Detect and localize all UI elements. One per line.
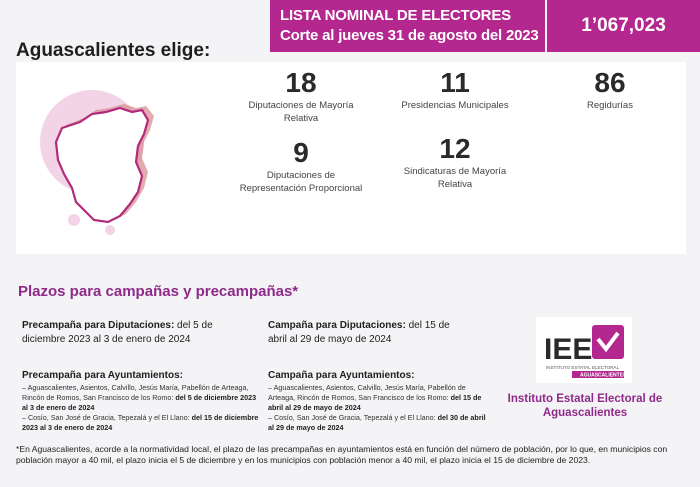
stat-label-line-1: Diputaciones de Mayoría bbox=[248, 100, 354, 111]
precampana-ayuntamientos-group-2 bbox=[22, 413, 262, 433]
aguascalientes-map-illustration bbox=[24, 80, 174, 240]
group-2-municipios: – Cosío, San José de Gracia, Tepezalá y el El Llano: bbox=[268, 413, 438, 422]
stat-label-line-2: Representación Proporcional bbox=[239, 183, 363, 194]
map-dot-small bbox=[105, 225, 115, 235]
campana-diputaciones-label: Campaña para Diputaciones: bbox=[268, 320, 406, 331]
header-total-box bbox=[547, 0, 700, 52]
group-2-municipios: – Cosío, San José de Gracia, Tepezalá y el El Llano: bbox=[22, 413, 192, 422]
campana-ayuntamientos-group-2 bbox=[268, 413, 493, 433]
plazos-title: Plazos para campañas y precampañas* bbox=[18, 283, 299, 300]
stat-label bbox=[380, 99, 530, 112]
group-2-dates: del 15 de diciembre 2023 al 3 de enero de 2024 bbox=[22, 413, 259, 432]
stat-number: 86 bbox=[594, 67, 626, 98]
stat-label-line-2: Relativa bbox=[283, 113, 319, 124]
precampana-ayuntamientos-label: Precampaña para Ayuntamientos: bbox=[22, 370, 183, 381]
precampana-ayuntamientos-group-1 bbox=[22, 383, 262, 413]
stat-label-line-1: Sindicaturas de Mayoría bbox=[403, 166, 507, 177]
campana-diputaciones-dates: del 15 de abril al 29 de mayo de 2024 bbox=[268, 320, 450, 345]
iee-logo-sub1: INSTITUTO ESTATAL ELECTORAL bbox=[546, 365, 620, 370]
stat-label bbox=[226, 99, 376, 125]
stat-label-line-1: Regidurías bbox=[587, 100, 633, 111]
group-1-dates: del 5 de diciembre 2023 al 3 de enero de 2024 bbox=[22, 393, 257, 412]
precampana-diputaciones-dates: del 5 de diciembre 2023 al 3 de enero de 2024 bbox=[22, 320, 213, 345]
stat-sindicaturas bbox=[380, 134, 530, 191]
footnote: *En Aguascalientes, acorde a la normatividad local, el plazo de las precampañas en ayuntamientos está en función del número de población, por lo que, en municipios con población mayor a 40 mil, el plazo inicia el 5 de diciembre y en los municipios con población menor a 40 mil, el plazo inicia el 15 de diciembre de 2023. bbox=[16, 444, 668, 465]
stat-regidurias bbox=[540, 68, 680, 112]
header-label-box bbox=[270, 0, 545, 52]
iee-logo-mark bbox=[536, 317, 632, 383]
group-2-dates: del 30 de abril al 29 de mayo de 2024 bbox=[268, 413, 486, 432]
precampana-diputaciones bbox=[22, 319, 247, 347]
stat-number: 18 bbox=[285, 67, 317, 98]
header-line-1: LISTA NOMINAL DE ELECTORES bbox=[280, 7, 511, 24]
iee-logo-sub2: AGUASCALIENTES bbox=[580, 372, 627, 379]
iee-name-line-1: Instituto Estatal Electoral de bbox=[507, 393, 663, 405]
stat-label-line-1: Diputaciones de bbox=[266, 170, 336, 181]
stat-number: 12 bbox=[439, 133, 471, 164]
map-outline bbox=[56, 108, 148, 222]
campana-diputaciones bbox=[268, 319, 468, 347]
map-dot bbox=[68, 214, 80, 226]
header-line-2: Corte al jueves 31 de agosto del 2023 bbox=[280, 27, 539, 44]
campana-ayuntamientos-group-1 bbox=[268, 383, 493, 413]
stat-diputaciones-rp bbox=[226, 138, 376, 195]
group-1-dates: del 15 de abril al 29 de mayo de 2024 bbox=[268, 393, 482, 412]
iee-name-line-2: Aguascalientes bbox=[542, 407, 628, 419]
stat-label-line-1: Presidencias Municipales bbox=[401, 100, 509, 111]
campana-ayuntamientos-label: Campaña para Ayuntamientos: bbox=[268, 370, 415, 381]
page-title: Aguascalientes elige: bbox=[16, 40, 211, 61]
stat-label bbox=[226, 169, 376, 195]
precampana-ayuntamientos bbox=[22, 369, 262, 433]
stat-diputaciones-mayoria bbox=[226, 68, 376, 125]
group-1-municipios: – Aguascalientes, Asientos, Calvillo, Jesús María, Pabellón de Arteaga, Rincón de Romos, San Francisco de los Romo: bbox=[22, 383, 249, 402]
campana-ayuntamientos bbox=[268, 369, 493, 433]
elector-total: 1’067,023 bbox=[581, 15, 666, 36]
precampana-diputaciones-label: Precampaña para Diputaciones: bbox=[22, 320, 175, 331]
iee-logo-text: IEE bbox=[544, 333, 593, 366]
stat-number: 11 bbox=[440, 67, 470, 98]
iee-logo bbox=[536, 317, 632, 383]
stat-label-line-2: Relativa bbox=[437, 179, 473, 190]
stat-number: 9 bbox=[293, 137, 309, 168]
electoral-list-header bbox=[270, 0, 700, 52]
stat-label bbox=[380, 165, 530, 191]
iee-full-name bbox=[500, 392, 670, 420]
stat-label bbox=[540, 99, 680, 112]
group-1-municipios: – Aguascalientes, Asientos, Calvillo, Jesús María, Pabellón de Arteaga, Rincón de Romos, San Francisco de los Romo: bbox=[268, 383, 466, 402]
stat-presidencias bbox=[380, 68, 530, 112]
